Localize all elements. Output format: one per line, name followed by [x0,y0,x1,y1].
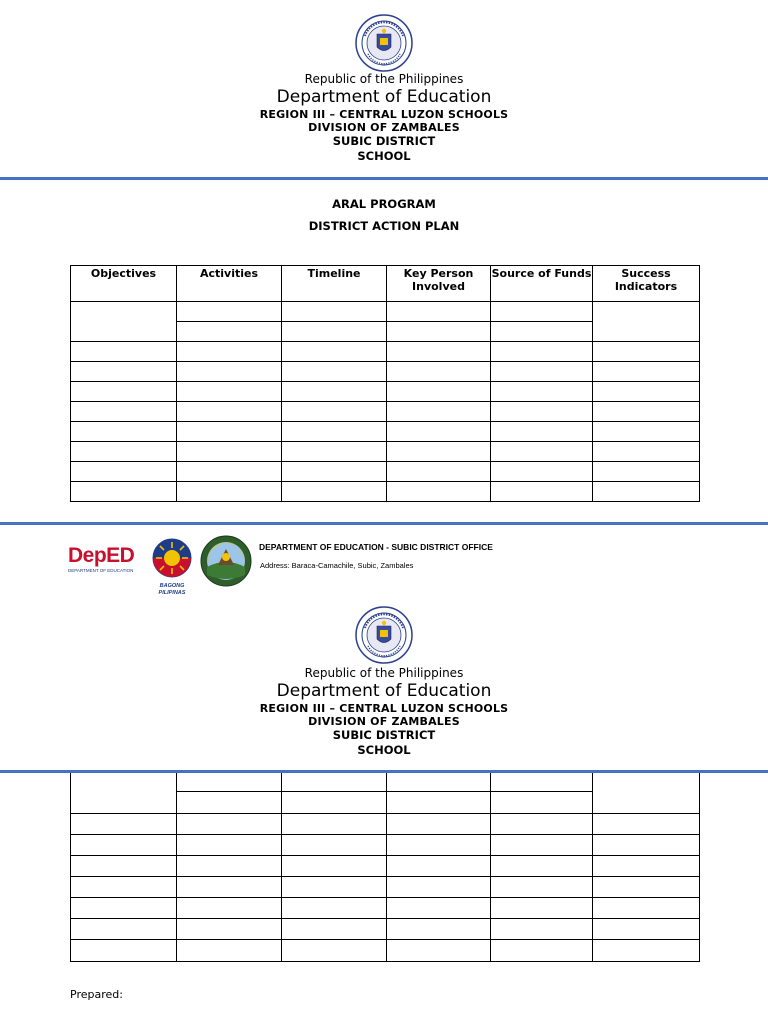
table-cell[interactable] [491,322,593,342]
table-cell[interactable] [177,402,282,422]
table-cell[interactable] [387,856,491,877]
table-cell[interactable] [593,302,700,342]
table-cell[interactable] [282,792,387,814]
table-cell[interactable] [282,362,387,382]
table-row [71,814,700,835]
district-text: SUBIC DISTRICT [332,728,436,742]
table-cell[interactable] [71,342,177,362]
table-cell[interactable] [177,814,282,835]
table-cell[interactable] [593,814,700,835]
table-row [71,919,700,940]
table-cell[interactable] [177,772,282,792]
table-cell[interactable] [71,835,177,856]
table-cell[interactable] [593,422,700,442]
table-cell[interactable] [71,919,177,940]
republic-text: Republic of the Philippines [304,72,464,86]
table-cell[interactable] [593,940,700,962]
table-cell[interactable] [593,342,700,362]
table-cell[interactable] [177,940,282,962]
deped-logo-subtext: DEPARTMENT OF EDUCATION [68,568,134,573]
table-cell[interactable] [387,877,491,898]
table-cell[interactable] [71,877,177,898]
program-title: ARAL PROGRAM [332,197,436,211]
table-cell[interactable] [177,835,282,856]
table-cell[interactable] [593,898,700,919]
table-cell[interactable] [491,402,593,422]
table-cell[interactable] [491,792,593,814]
plan-subtitle: DISTRICT ACTION PLAN [308,219,460,233]
table-cell[interactable] [491,877,593,898]
table-row [71,482,700,502]
table-cell[interactable] [177,482,282,502]
deped-seal-icon [355,14,413,72]
header-divider [0,770,768,773]
bagong-pilipinas-logo [146,537,198,596]
col-success-indicators: Success Indicators [593,266,700,302]
table-cell[interactable] [177,919,282,940]
table-cell[interactable] [593,462,700,482]
table-row [71,898,700,919]
table-cell[interactable] [71,302,177,342]
department-title: Department of Education [276,87,492,107]
table-cell[interactable] [491,362,593,382]
table-cell[interactable] [177,302,282,322]
table-row [71,442,700,462]
table-cell[interactable] [491,422,593,442]
table-cell[interactable] [282,382,387,402]
table-cell[interactable] [491,856,593,877]
table-cell[interactable] [71,382,177,402]
table-cell[interactable] [491,482,593,502]
table-cell[interactable] [491,814,593,835]
table-cell[interactable] [387,898,491,919]
table-cell[interactable] [282,442,387,462]
table-cell[interactable] [387,940,491,962]
table-cell[interactable] [71,422,177,442]
table-cell[interactable] [387,422,491,442]
col-source-of-funds: Source of Funds [491,266,593,302]
table-cell[interactable] [282,462,387,482]
table-row [71,772,700,792]
table-cell[interactable] [71,856,177,877]
table-cell[interactable] [387,442,491,462]
table-cell[interactable] [593,382,700,402]
table-cell[interactable] [491,342,593,362]
table-cell[interactable] [387,362,491,382]
table-cell[interactable] [593,772,700,814]
table-row [71,940,700,962]
table-cell[interactable] [282,422,387,442]
table-cell[interactable] [282,877,387,898]
deped-logo-text: DepED [68,544,135,567]
deped-logo [68,544,138,578]
table-cell[interactable] [71,362,177,382]
table-cell[interactable] [282,402,387,422]
table-cell[interactable] [593,362,700,382]
table-cell[interactable] [282,342,387,362]
table-cell[interactable] [71,402,177,422]
table-cell[interactable] [491,302,593,322]
table-cell[interactable] [282,302,387,322]
department-title: Department of Education [276,681,492,701]
table-cell[interactable] [387,772,491,792]
table-cell[interactable] [71,442,177,462]
table-cell[interactable] [177,322,282,342]
table-cell[interactable] [282,898,387,919]
table-cell[interactable] [387,792,491,814]
table-row [71,462,700,482]
region-text: REGION III – CENTRAL LUZON SCHOOLS [259,702,509,715]
republic-text: Republic of the Philippines [304,666,464,680]
table-row [71,877,700,898]
table-cell[interactable] [177,382,282,402]
table-row [71,382,700,402]
table-cell[interactable] [282,856,387,877]
division-text: DIVISION OF ZAMBALES [308,121,460,134]
deped-seal-icon [355,606,413,664]
table-cell[interactable] [593,919,700,940]
table-cell[interactable] [177,362,282,382]
district-office-address: Address: Baraca-Camachile, Subic, Zambales [260,561,414,570]
division-text: DIVISION OF ZAMBALES [308,715,460,728]
table-cell[interactable] [177,877,282,898]
table-cell[interactable] [593,402,700,422]
table-cell[interactable] [71,814,177,835]
table-cell[interactable] [71,898,177,919]
table-cell[interactable] [387,402,491,422]
action-plan-table-continued [70,771,700,962]
table-cell[interactable] [387,322,491,342]
table-cell[interactable] [387,835,491,856]
table-row [71,362,700,382]
table-row [71,302,700,322]
table-cell[interactable] [177,898,282,919]
table-cell[interactable] [491,835,593,856]
table-cell[interactable] [282,322,387,342]
col-objectives: Objectives [71,266,177,302]
table-row [71,856,700,877]
table-cell[interactable] [177,422,282,442]
bagong-pilipinas-icon [146,537,198,579]
col-key-person: Key Person Involved [387,266,491,302]
table-cell[interactable] [491,898,593,919]
table-cell[interactable] [282,919,387,940]
table-cell[interactable] [71,772,177,814]
table-cell[interactable] [491,940,593,962]
table-cell[interactable] [491,462,593,482]
table-cell[interactable] [282,814,387,835]
table-cell[interactable] [491,382,593,402]
table-cell[interactable] [593,482,700,502]
table-cell[interactable] [177,856,282,877]
school-text: SCHOOL [357,149,411,163]
table-cell[interactable] [491,772,593,792]
table-row [71,342,700,362]
table-cell[interactable] [387,482,491,502]
table-cell[interactable] [282,940,387,962]
action-plan-table [70,265,700,502]
table-cell[interactable] [387,814,491,835]
col-activities: Activities [177,266,282,302]
table-cell[interactable] [71,482,177,502]
region-text: REGION III – CENTRAL LUZON SCHOOLS [259,108,509,121]
footer-divider [0,522,768,525]
col-timeline: Timeline [282,266,387,302]
table-cell[interactable] [593,835,700,856]
subic-district-seal-icon [200,535,252,587]
table-cell[interactable] [282,835,387,856]
table-cell[interactable] [593,442,700,462]
school-text: SCHOOL [357,743,411,757]
table-cell[interactable] [387,302,491,322]
table-header-row [71,266,700,302]
table-row [71,402,700,422]
table-cell[interactable] [387,342,491,362]
table-row [71,422,700,442]
district-text: SUBIC DISTRICT [332,134,436,148]
prepared-label: Prepared: [70,988,123,1001]
table-cell[interactable] [593,856,700,877]
table-cell[interactable] [177,792,282,814]
table-cell[interactable] [593,877,700,898]
table-cell[interactable] [177,342,282,362]
table-cell[interactable] [387,462,491,482]
district-office-title: DEPARTMENT OF EDUCATION - SUBIC DISTRICT OFFICE [259,542,493,552]
table-cell[interactable] [177,462,282,482]
table-cell[interactable] [177,442,282,462]
table-cell[interactable] [491,442,593,462]
table-cell[interactable] [387,382,491,402]
table-cell[interactable] [282,482,387,502]
header-divider [0,177,768,180]
bagong-pilipinas-text: BAGONG PILIPINAS [158,583,186,596]
table-row [71,835,700,856]
table-cell[interactable] [387,919,491,940]
table-cell[interactable] [71,940,177,962]
table-cell[interactable] [282,772,387,792]
table-cell[interactable] [491,919,593,940]
table-cell[interactable] [71,462,177,482]
